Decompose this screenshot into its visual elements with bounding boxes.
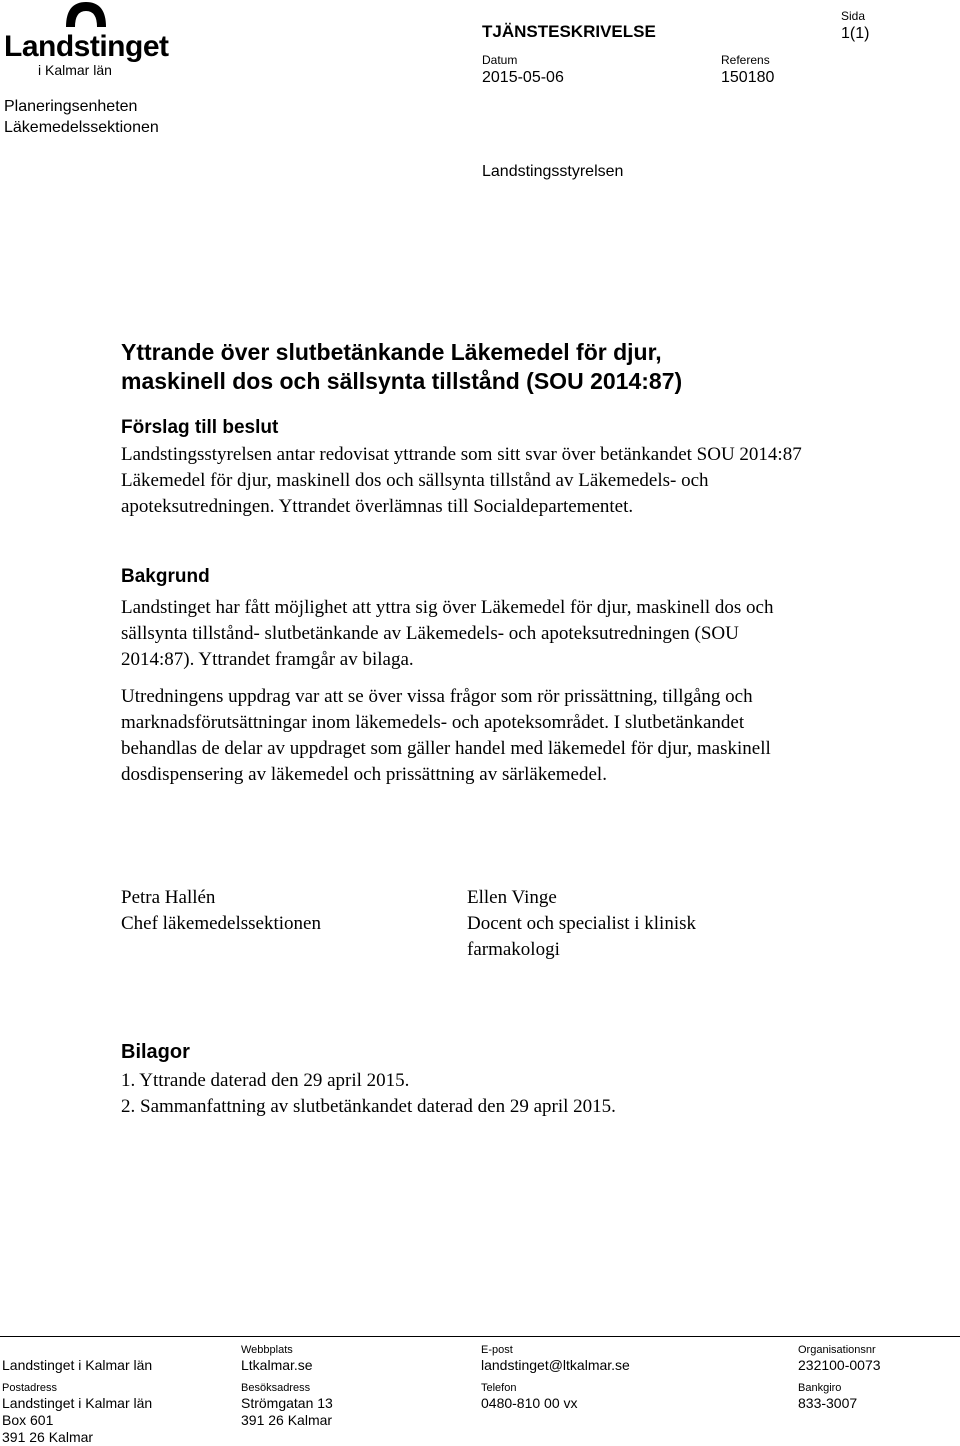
footer-orgnr: 232100-0073 <box>798 1357 881 1373</box>
footer-visit-address <box>241 1395 333 1429</box>
signature-1 <box>121 885 441 937</box>
signature-1-name: Petra Hallén <box>121 887 216 908</box>
footer-postal-line: Landstinget i Kalmar län <box>2 1395 153 1411</box>
footer-web: Ltkalmar.se <box>241 1357 313 1373</box>
footer-visit-line: 391 26 Kalmar <box>241 1412 333 1428</box>
footer-divider <box>0 1336 960 1337</box>
footer-visit-label: Besöksadress <box>241 1382 311 1394</box>
addressee: Landstingsstyrelsen <box>482 163 624 180</box>
title-line-2: maskinell dos och sällsynta tillstånd (SOU 2014:87) <box>121 368 683 394</box>
signature-1-title: Chef läkemedelssektionen <box>121 913 321 934</box>
date-value: 2015-05-06 <box>482 69 564 86</box>
attachments-heading: Bilagor <box>121 1041 190 1063</box>
footer-email-label: E-post <box>481 1344 513 1356</box>
logo-subtitle: i Kalmar län <box>38 62 112 78</box>
document-type: TJÄNSTESKRIVELSE <box>482 22 656 41</box>
footer-bankgiro-label: Bankgiro <box>798 1382 842 1394</box>
title-line-1: Yttrande över slutbetänkande Läkemedel för djur, <box>121 339 662 365</box>
reference-value: 150180 <box>721 69 775 86</box>
footer-postal-label: Postadress <box>2 1382 58 1394</box>
footer-phone-label: Telefon <box>481 1382 517 1394</box>
signature-2 <box>467 885 752 963</box>
footer-phone: 0480-810 00 vx <box>481 1395 578 1411</box>
page-number: 1(1) <box>841 25 870 42</box>
background-heading: Bakgrund <box>121 566 210 587</box>
footer-postal-address <box>2 1395 152 1446</box>
background-paragraph-2: Utredningens uppdrag var att se över vissa frågor som rör prissättning, tillgång och marknadsförutsättningar inom läkemedels- och apoteksområdet. I slutbetänkandet behandlas de delar av uppdraget som gäller handel med läkemedel för djur, maskinell dosdispensering av läkemedel och prissättning av särläkemedel. <box>121 686 771 785</box>
page-label: Sida <box>841 9 866 23</box>
department-section: Läkemedelssektionen <box>4 119 159 136</box>
footer-bankgiro: 833-3007 <box>798 1395 858 1411</box>
logo-wordmark: Landstinget <box>4 30 169 63</box>
attachment-item: 1. Yttrande daterad den 29 april 2015. <box>121 1070 410 1091</box>
date-label: Datum <box>482 53 518 67</box>
proposal-heading: Förslag till beslut <box>121 417 279 438</box>
footer-email: landstinget@ltkalmar.se <box>481 1357 630 1373</box>
footer-web-label: Webbplats <box>241 1344 293 1356</box>
reference-label: Referens <box>721 53 770 67</box>
footer-orgnr-label: Organisationsnr <box>798 1344 876 1356</box>
attachment-item: 2. Sammanfattning av slutbetänkandet daterad den 29 april 2015. <box>121 1096 616 1117</box>
proposal-text: Landstingsstyrelsen antar redovisat yttrande som sitt svar över betänkandet SOU 2014:87 Läkemedel för djur, maskinell dos och sällsynta tillstånd av Läkemedels- och apoteksutredningen. Yttrandet överlämnas till Socialdepartementet. <box>121 444 802 517</box>
footer-postal-line: Box 601 <box>2 1412 54 1428</box>
footer-org-name: Landstinget i Kalmar län <box>2 1357 153 1373</box>
attachments <box>121 1040 821 1120</box>
footer-postal-line: 391 26 Kalmar <box>2 1429 94 1445</box>
department-unit: Planeringsenheten <box>4 98 138 115</box>
signature-2-name: Ellen Vinge <box>467 887 557 908</box>
department-block <box>4 96 159 138</box>
footer-visit-line: Strömgatan 13 <box>241 1395 333 1411</box>
document-title <box>121 338 841 396</box>
signature-2-title: Docent och specialist i klinisk farmakologi <box>467 913 697 960</box>
logo-arc-icon <box>64 0 108 28</box>
background-paragraph-1: Landstinget har fått möjlighet att yttra sig över Läkemedel för djur, maskinell dos och sällsynta tillstånd- slutbetänkande av Läkemedels- och apoteksutredningen (SOU 2014:87). Yttrandet framgår av bilaga. <box>121 597 774 670</box>
